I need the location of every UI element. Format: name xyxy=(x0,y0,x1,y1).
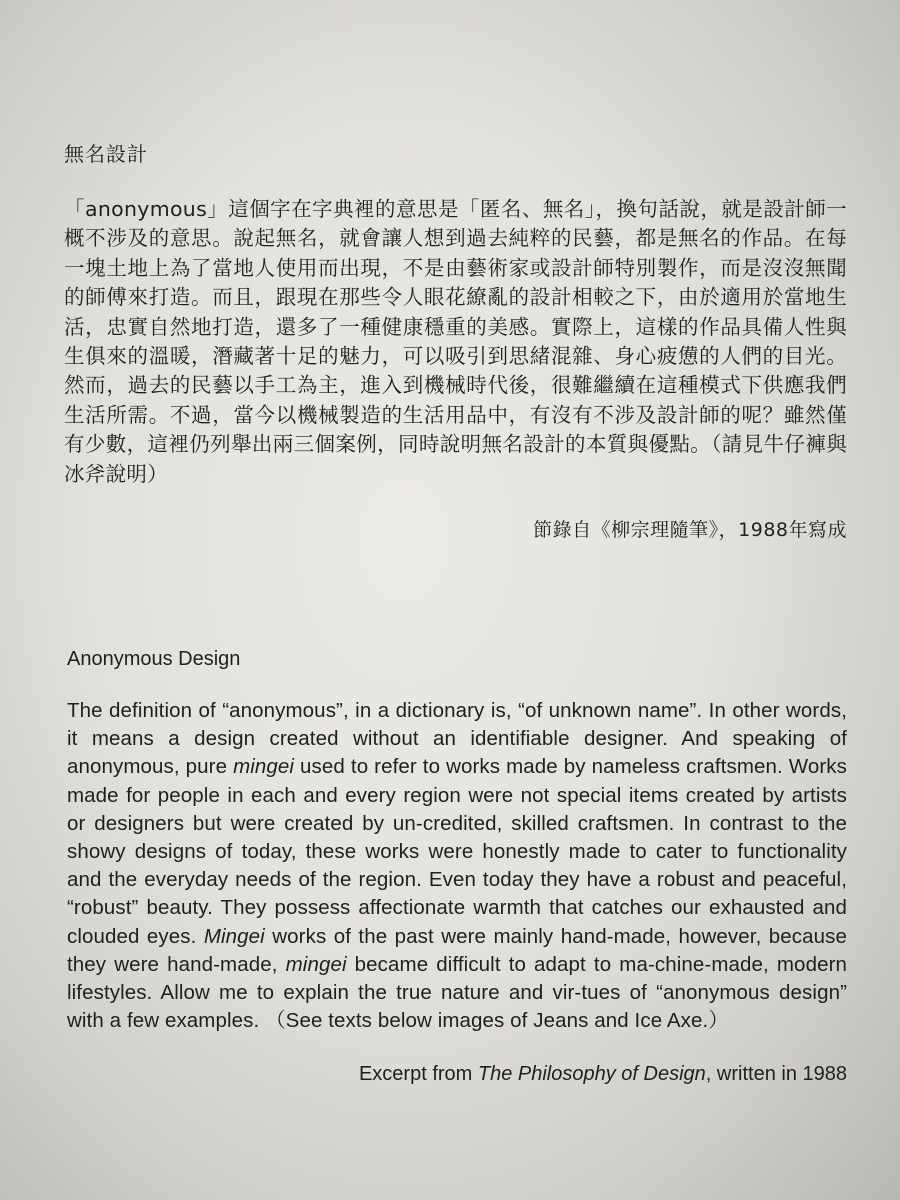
english-title: Anonymous Design xyxy=(67,648,241,670)
chinese-credit: 節錄自《柳宗理隨筆》，1988年寫成 xyxy=(533,519,847,542)
mingei-term: mingei xyxy=(233,755,295,779)
mingei-term: Mingei xyxy=(203,924,265,948)
book-title: The Philosophy of Design xyxy=(477,1063,706,1086)
mingei-term: mingei xyxy=(285,952,347,976)
english-credit xyxy=(67,1063,847,1086)
english-section xyxy=(67,648,847,1086)
english-body xyxy=(67,697,847,1035)
chinese-section xyxy=(64,138,847,542)
credit-prefix: Excerpt from xyxy=(358,1063,478,1086)
chinese-title: 無名設計 xyxy=(64,142,148,166)
english-body-part-2: used to refer to works made by nameless craftsmen. Works made for people in each and every region were not special items created by artists or designers but were created by un-credited, skilled craftsmen. In contrast to the showy designs of today, these works were honestly made to cater to functionality and the everyday needs of the region. Even today they have a robust and peaceful, “robust” beauty. They possess affectionate warmth that catches our exhausted and clouded eyes. xyxy=(67,755,847,948)
english-body-part-4: became difficult to adapt to ma-chine-made, modern lifestyles. Allow me to explain the true nature and vir-tues of “anonymous design” with a few examples. （See texts below images of Jeans and Ice Axe.） xyxy=(67,952,847,1033)
chinese-body: 「anonymous」這個字在字典裡的意思是「匿名、無名」，換句話說，就是設計師一概不涉及的意思。說起無名，就會讓人想到過去純粹的民藝，都是無名的作品。在每一塊土地上為了當地人使用而出現，不是由藝術家或設計師特別製作，而是沒沒無聞的師傅來打造。而且，跟現在那些令人眼花繚亂的設計相較之下，由於適用於當地生活，忠實自然地打造，還多了一種健康穩重的美感。實際上，這樣的作品具備人性與生俱來的溫暖，潛藏著十足的魅力，可以吸引到思緒混雜、身心疲憊的人們的目光。然而，過去的民藝以手工為主，進入到機械時代後，很難繼續在這種模式下供應我們生活所需。不過，當今以機械製造的生活用品中，有沒有不涉及設計師的呢？雖然僅有少數，這裡仍列舉出兩三個案例，同時說明無名設計的本質與優點。（請見牛仔褲與冰斧說明） xyxy=(64,197,847,486)
credit-suffix: , written in 1988 xyxy=(705,1063,847,1086)
english-body-part-1: The definition of “anonymous”, in a dictionary is, “of unknown name”. In other words, it means a design created without an identifiable designer. And speaking of anonymous, pure xyxy=(67,699,847,779)
english-body-part-3: works of the past were mainly hand-made, however, because they were hand-made, xyxy=(67,924,847,976)
